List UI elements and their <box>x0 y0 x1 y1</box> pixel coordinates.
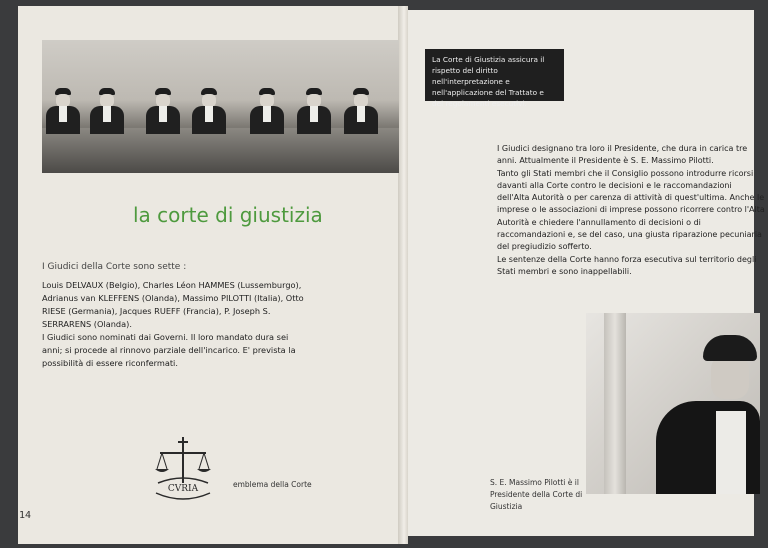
pillar <box>604 313 626 494</box>
president-paragraph: I Giudici designano tra loro il Presidente, che dura in carica tre anni. Attualmente il Presidente è S. E. Massimo Pilotti. <box>497 144 748 166</box>
right-body-text <box>497 143 765 278</box>
judges-intro: I Giudici della Corte sono sette : <box>42 262 187 272</box>
mandate-paragraph: I Giudici sono nominati dai Governi. Il loro mandato dura sei anni; si procede al rinnovo parziale dell'incarico. E' prevista la possibilità di essere riconfermati. <box>42 332 296 368</box>
emblem-text: CVRIA <box>167 484 199 494</box>
page-fold <box>398 6 408 544</box>
judge-figure <box>46 88 80 134</box>
appeals-paragraph: Tanto gli Stati membri che il Consiglio possono introdurre ricorsi davanti alla Corte contro le decisioni e le raccomandazioni dell'Alta Autorità o per carenza di attività di quest'ultima. Anche le imprese o le associazioni di imprese possono ricorrere contro l'Alta Autorità e chiedere l'annullamento di decisioni o di raccomandazioni e, se del caso, una giusta riparazione pecuniaria del pregiudizio sofferto. <box>497 168 765 252</box>
court-bench <box>42 128 399 173</box>
collar <box>716 411 746 494</box>
left-body-text <box>42 279 304 370</box>
page-title: la corte di giustizia <box>133 203 323 227</box>
cap <box>703 335 757 361</box>
face <box>711 355 749 399</box>
highlight-box: La Corte di Giustizia assicura il rispetto del diritto nell'interpretazione e nell'applicazione del Trattato e dei regolamenti esecutivi. <box>425 49 564 101</box>
judge-figure <box>90 88 124 134</box>
judge-figure <box>192 88 226 134</box>
president-photo <box>586 313 760 494</box>
judge-figure <box>344 88 378 134</box>
emblem-label: emblema della Corte <box>233 480 312 489</box>
judges-photo <box>42 40 399 173</box>
photo-caption: S. E. Massimo Pilotti è il Presidente della Corte di Giustizia <box>490 478 583 511</box>
judge-figure <box>297 88 331 134</box>
curia-emblem-icon <box>152 433 214 505</box>
judge-figure <box>146 88 180 134</box>
page-number: 14 <box>19 510 32 521</box>
judgments-paragraph: Le sentenze della Corte hanno forza esecutiva sul territorio degli Stati membri e sono inappellabili. <box>497 254 757 276</box>
judge-figure <box>250 88 284 134</box>
judges-paragraph: Louis DELVAUX (Belgio), Charles Léon HAMMES (Lussemburgo), Adrianus van KLEFFENS (Olanda), Massimo PILOTTI (Italia), Otto RIESE (Germania), Jacques RUEFF (Francia), P. Joseph S. SERRARENS (Olanda). <box>42 280 304 329</box>
